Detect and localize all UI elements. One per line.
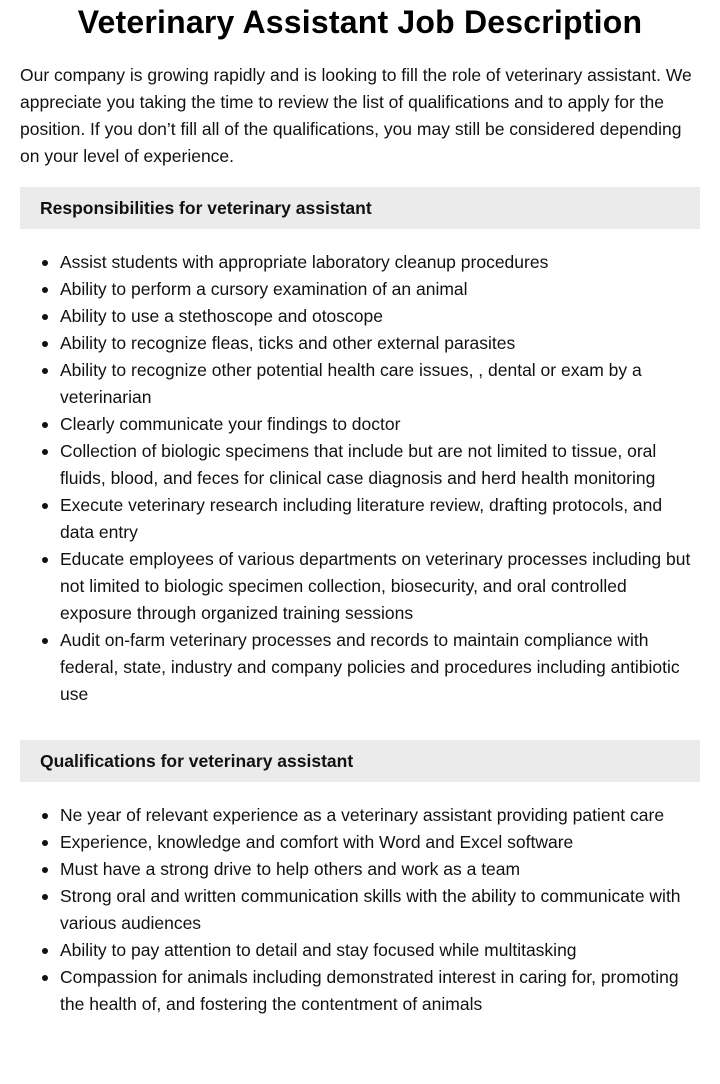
page-title: Veterinary Assistant Job Description: [77, 4, 643, 40]
list-item: Ability to recognize other potential health care issues, , dental or exam by a veterinarian: [60, 357, 700, 411]
intro-paragraph: Our company is growing rapidly and is looking to fill the role of veterinary assistant. We appreciate you taking the time to review the list of qualifications and to apply for the position. If you don’t fill all of the qualifications, you may still be considered depending on your level of experience.: [20, 65, 692, 166]
list-item: Ability to use a stethoscope and otoscope: [60, 303, 700, 330]
qualifications-heading: [20, 740, 700, 782]
responsibilities-heading: [20, 187, 700, 229]
list-item: Execute veterinary research including literature review, drafting protocols, and data entry: [60, 492, 700, 546]
list-item: Must have a strong drive to help others and work as a team: [60, 856, 700, 883]
list-item: Ability to pay attention to detail and stay focused while multitasking: [60, 937, 700, 964]
list-item: Strong oral and written communication skills with the ability to communicate with various audiences: [60, 883, 700, 937]
list-item: Compassion for animals including demonstrated interest in caring for, promoting the health of, and fostering the contentment of animals: [60, 964, 700, 1018]
list-item: Collection of biologic specimens that include but are not limited to tissue, oral fluids, blood, and feces for clinical case diagnosis and herd health monitoring: [60, 438, 700, 492]
list-item: Ne year of relevant experience as a veterinary assistant providing patient care: [60, 802, 700, 829]
list-item: Ability to recognize fleas, ticks and other external parasites: [60, 330, 700, 357]
responsibilities-list: [20, 249, 700, 708]
responsibilities-heading-label: Responsibilities for veterinary assistant: [40, 197, 372, 218]
list-item: Clearly communicate your findings to doctor: [60, 411, 700, 438]
list-item: Ability to perform a cursory examination of an animal: [60, 276, 700, 303]
list-item: Audit on-farm veterinary processes and records to maintain compliance with federal, state, industry and company policies and procedures including antibiotic use: [60, 627, 700, 708]
list-item: Experience, knowledge and comfort with Word and Excel software: [60, 829, 700, 856]
qualifications-list: [20, 802, 700, 1018]
qualifications-heading-label: Qualifications for veterinary assistant: [40, 750, 354, 771]
list-item: Educate employees of various departments on veterinary processes including but not limited to biologic specimen collection, biosecurity, and oral controlled exposure through organized training sessions: [60, 546, 700, 627]
list-item: Assist students with appropriate laboratory cleanup procedures: [60, 249, 700, 276]
